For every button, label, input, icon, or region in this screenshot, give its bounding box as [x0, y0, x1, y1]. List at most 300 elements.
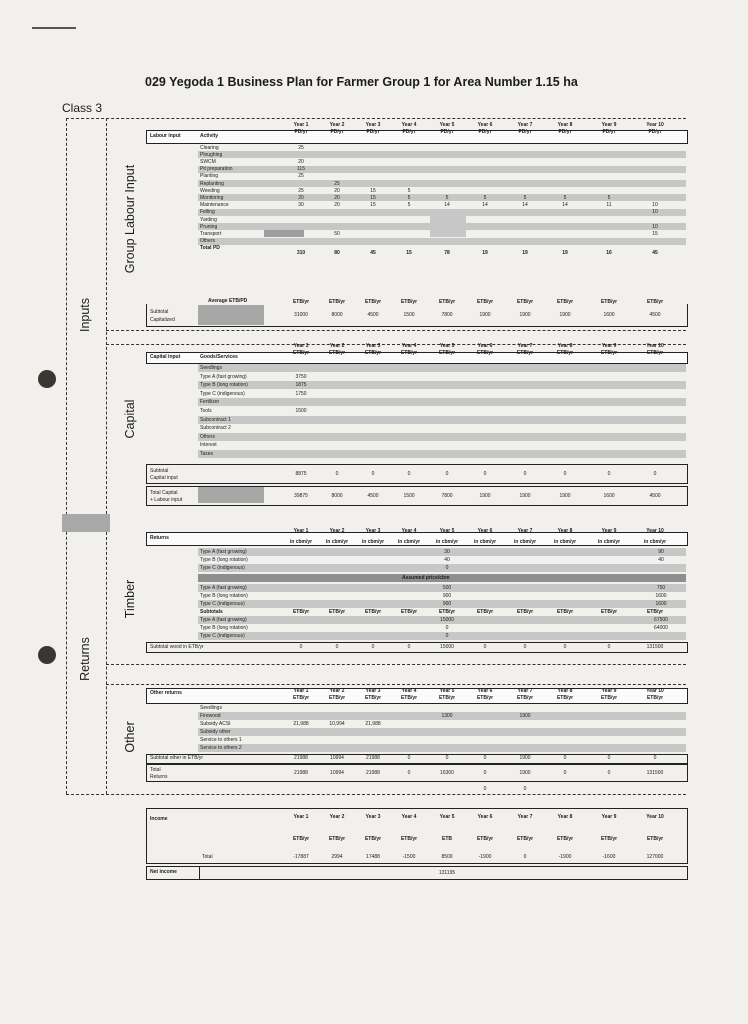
other-row-band — [198, 744, 686, 752]
other-subtotal-value: 0 — [445, 755, 449, 761]
labour-value: 80 — [334, 249, 340, 256]
labour-activity-label: Transport — [200, 230, 222, 237]
timber-price-y5: 500 — [442, 585, 452, 591]
timber-year-header: Year 3 — [365, 528, 381, 534]
income-year-header: Year 1 — [293, 814, 309, 820]
labour-value: 30 — [298, 202, 304, 209]
other-year-header: Year 9 — [601, 688, 617, 694]
capital-subtotal-value: 0 — [371, 471, 375, 477]
timber-vol-y10: 40 — [658, 557, 664, 563]
other-subtotal-value: 0 — [483, 755, 487, 761]
labour-value: 19 — [562, 249, 568, 256]
page-title: 029 Yegoda 1 Business Plan for Farmer Group 1 for Area Number 1.15 ha — [145, 75, 578, 89]
capital-item-label: Type B (long rotation) — [200, 382, 248, 389]
income-total-value: -1900 — [558, 854, 572, 860]
income-total-value: 2994 — [331, 854, 343, 860]
income-year-header: Year 5 — [439, 814, 455, 820]
labour-subtotal-label-2: Capitalized — [150, 317, 175, 323]
labour-activity-label: Clearing — [200, 144, 219, 151]
labour-row-band — [198, 151, 686, 158]
labour-etb-unit: ETB/yr — [438, 299, 456, 305]
labour-year-unit: PD/yr — [366, 129, 380, 135]
capital-row-band — [198, 398, 686, 406]
labour-year-header: Year 5 — [439, 122, 455, 128]
other-year-unit: ETB/yr — [292, 695, 310, 701]
other-item-label: Subsidy ACSI — [200, 721, 231, 727]
other-year-header: Year 1 — [293, 688, 309, 694]
capital-year-header: Year 1 — [293, 343, 309, 349]
labour-year-unit: PD/yr — [402, 129, 416, 135]
capital-year-unit: ETB/yr — [556, 350, 574, 356]
other-year-header: Year 4 — [401, 688, 417, 694]
capital-item-label: Taxes — [200, 451, 214, 457]
timber-year-unit: in cbm/yr — [435, 539, 459, 545]
timber-etb-unit: ETB/yr — [328, 609, 346, 615]
timber-label: Timber — [123, 579, 137, 619]
income-total-value: -1600 — [602, 854, 616, 860]
labour-activity-label: Replanting — [200, 180, 224, 187]
income-year-header: Year 3 — [365, 814, 381, 820]
capital-total-label-2: + Labour input — [150, 497, 183, 503]
timber-year-header: Year 4 — [401, 528, 417, 534]
other-year-unit: ETB/yr — [438, 695, 456, 701]
labour-activity-label: Yarding — [200, 216, 217, 223]
labour-value: 20 — [334, 187, 340, 194]
income-table — [146, 808, 686, 888]
other-subtotal-value: 0 — [653, 755, 657, 761]
timber-value-y5: 0 — [445, 625, 449, 631]
other-year-unit: ETB/yr — [400, 695, 418, 701]
labour-activity-label: Others — [200, 238, 216, 245]
capital-row-band — [198, 381, 686, 389]
capital-year-unit: ETB/yr — [646, 350, 664, 356]
labour-year-header: Year 2 — [329, 122, 345, 128]
capital-subtotal-value: 0 — [483, 471, 487, 477]
other-col1-header: Other returns — [150, 690, 182, 696]
labour-year-unit: PD/yr — [330, 129, 344, 135]
capital-total-value: 8000 — [331, 493, 343, 499]
labour-value: 50 — [334, 230, 340, 237]
capital-row-band — [198, 416, 686, 424]
timber-vol-y5: 0 — [445, 565, 449, 571]
labour-etb-unit: ETB/yr — [292, 299, 310, 305]
labour-row-band — [198, 238, 686, 245]
other-subtotal-value: 21988 — [294, 755, 308, 761]
labour-subtotal-value: 1900 — [559, 312, 571, 318]
capital-total-grey — [198, 487, 264, 503]
capital-subtotal-value: 0 — [335, 471, 339, 477]
timber-price-y5: 900 — [442, 601, 452, 607]
other-subtotal-value: 0 — [607, 755, 611, 761]
capital-total-value: 1500 — [403, 493, 415, 499]
labour-subtotal-value: 4500 — [367, 312, 379, 318]
timber-value-label: Type C (indigenous) — [200, 633, 245, 639]
capital-item-value: 3750 — [295, 373, 307, 380]
income-year-header: Year 10 — [646, 814, 664, 820]
timber-wood-value: 0 — [407, 643, 411, 650]
labour-activity-label: Felling — [200, 209, 215, 216]
capital-subtotal-value: 0 — [607, 471, 611, 477]
other-total-value: 16300 — [440, 770, 454, 776]
timber-price-label: Type C (indigenous) — [200, 601, 245, 607]
timber-etb-unit: ETB/yr — [516, 609, 534, 615]
other-item-value: 21,988 — [365, 721, 381, 727]
labour-value: 14 — [522, 202, 528, 209]
labour-activity-label: Weeding — [200, 187, 220, 194]
other-year-header: Year 8 — [557, 688, 573, 694]
capital-subtotal-value: 0 — [523, 471, 527, 477]
labour-year-header: Year 9 — [601, 122, 617, 128]
capital-year-unit: ETB/yr — [400, 350, 418, 356]
capital-total-value: 1900 — [559, 493, 571, 499]
other-year-header: Year 7 — [517, 688, 533, 694]
capital-year-unit: ETB/yr — [364, 350, 382, 356]
capital-item-label: Others — [200, 433, 216, 440]
timber-year-unit: in cbm/yr — [361, 539, 385, 545]
labour-value: 20 — [334, 202, 340, 209]
labour-value: 15 — [370, 202, 376, 209]
labour-subtotal-value: 4500 — [649, 312, 661, 318]
capital-total-value: 4500 — [649, 493, 661, 499]
other-year-unit: ETB/yr — [600, 695, 618, 701]
timber-vol-y5: 40 — [444, 557, 450, 563]
labour-value: 10 — [652, 202, 658, 209]
labour-value: 15 — [652, 230, 658, 237]
labour-activity-label: SWCM — [200, 158, 216, 165]
income-year-unit: ETB/yr — [600, 836, 618, 842]
labour-value: 5 — [563, 194, 567, 201]
timber-wood-value: 0 — [563, 643, 567, 650]
income-year-unit: ETB/yr — [328, 836, 346, 842]
capital-col2-header: Goods/Services — [200, 354, 238, 360]
labour-value: 5 — [483, 194, 487, 201]
labour-col1-header: Labour input — [150, 133, 181, 139]
other-item-value: 1900 — [519, 713, 531, 719]
other-item-label: Firewood — [200, 713, 221, 719]
other-item-label: Service to others 2 — [200, 745, 242, 751]
timber-table — [146, 526, 686, 662]
labour-value: 5 — [407, 187, 411, 194]
other-item-value: 10,994 — [329, 721, 345, 727]
other-total-value: 0 — [483, 770, 487, 776]
capital-total-value: 1900 — [519, 493, 531, 499]
income-total-value: 17488 — [366, 854, 380, 860]
timber-year-unit: in cbm/yr — [397, 539, 421, 545]
other-subtotal-value: 0 — [407, 755, 411, 761]
labour-year-header: Year 1 — [293, 122, 309, 128]
timber-etb-unit: ETB/yr — [556, 609, 574, 615]
labour-subtotal-value: 1900 — [479, 312, 491, 318]
labour-value: 20 — [298, 158, 304, 165]
labour-subtotal-value: 1500 — [403, 312, 415, 318]
timber-year-unit: in cbm/yr — [325, 539, 349, 545]
capital-label: Capital — [123, 399, 137, 439]
timber-col1-header: Returns — [150, 535, 169, 541]
labour-value: 16 — [606, 249, 612, 256]
timber-subtotal-label: Subtotals — [200, 609, 223, 615]
capital-subtotal-value: 0 — [653, 471, 657, 477]
timber-wood-value: 0 — [335, 643, 339, 650]
timber-etb-unit: ETB/yr — [646, 609, 664, 615]
labour-activity-label: Planting — [200, 173, 219, 180]
timber-price-label: Type B (long rotation) — [200, 593, 248, 599]
labour-etb-unit: ETB/yr — [516, 299, 534, 305]
labour-table — [146, 118, 686, 326]
income-total-value: -1500 — [402, 854, 416, 860]
timber-vol-label: Type C (indigenous) — [200, 565, 245, 571]
other-year-unit: ETB/yr — [328, 695, 346, 701]
inputs-bracket — [106, 118, 107, 514]
timber-year-header: Year 8 — [557, 528, 573, 534]
timber-year-header: Year 9 — [601, 528, 617, 534]
timber-wood-label: Subtotal wood in ETB/yr — [150, 643, 204, 650]
income-year-header: Year 8 — [557, 814, 573, 820]
timber-wood-value: 15000 — [440, 643, 454, 650]
timber-wood-value: 0 — [299, 643, 303, 650]
labour-value: 25 — [298, 187, 304, 194]
other-below-value: 0 — [523, 786, 527, 792]
labour-grey-cell — [264, 230, 304, 237]
timber-wood-value: 131500 — [646, 643, 664, 650]
other-below-value: 0 — [483, 786, 487, 792]
capital-year-unit: ETB/yr — [476, 350, 494, 356]
labour-frame-bottom — [106, 330, 686, 331]
labour-value: 19 — [522, 249, 528, 256]
capital-item-label: Subcontract 1 — [200, 416, 231, 423]
other-subtotal-value: 0 — [563, 755, 567, 761]
other-total-value: 21988 — [294, 770, 308, 776]
timber-value-label: Type B (long rotation) — [200, 625, 248, 631]
labour-etb-unit: ETB/yr — [556, 299, 574, 305]
labour-year-header: Year 6 — [477, 122, 493, 128]
other-total-value: 0 — [563, 770, 567, 776]
labour-year-header: Year 10 — [646, 122, 664, 128]
income-year-unit: ETB/yr — [556, 836, 574, 842]
capital-subtotal-label-2: Capital input — [150, 475, 178, 481]
other-year-unit: ETB/yr — [476, 695, 494, 701]
timber-year-header: Year 2 — [329, 528, 345, 534]
timber-wood-value: 0 — [523, 643, 527, 650]
timber-price-y10: 1600 — [655, 601, 667, 607]
labour-avg-label: Average ETB/PD — [208, 298, 248, 304]
other-year-unit: ETB/yr — [646, 695, 664, 701]
capital-year-header: Year 9 — [601, 343, 617, 349]
net-income-label: Net income — [150, 869, 177, 875]
timber-year-unit: in cbm/yr — [513, 539, 537, 545]
other-year-header: Year 10 — [646, 688, 664, 694]
other-total-value: 10994 — [330, 770, 344, 776]
labour-value: 14 — [482, 202, 488, 209]
capital-row-band — [198, 433, 686, 441]
labour-value: 10 — [652, 209, 658, 216]
labour-value: 5 — [445, 194, 449, 201]
timber-frame-bottom — [106, 664, 686, 665]
income-year-unit: ETB/yr — [364, 836, 382, 842]
capital-subtotal-value: 0 — [563, 471, 567, 477]
other-subtotal-value: 10994 — [330, 755, 344, 761]
timber-wood-value: 0 — [607, 643, 611, 650]
timber-year-unit: in cbm/yr — [553, 539, 577, 545]
labour-value: 5 — [407, 194, 411, 201]
timber-price-y10: 1600 — [655, 593, 667, 599]
capital-item-label: Subcontract 2 — [200, 425, 231, 432]
other-item-label: Service to others 1 — [200, 737, 242, 743]
capital-item-label: Tools — [200, 408, 212, 414]
labour-year-unit: PD/yr — [648, 129, 662, 135]
labour-subtotal-value: 1600 — [603, 312, 615, 318]
income-label: Income — [150, 816, 168, 822]
labour-value: 78 — [444, 249, 450, 256]
labour-year-unit: PD/yr — [440, 129, 454, 135]
capital-year-header: Year 5 — [439, 343, 455, 349]
timber-value-y10: 64000 — [654, 625, 668, 631]
capital-total-value: 39875 — [294, 493, 308, 499]
returns-label: Returns — [78, 637, 92, 681]
labour-value: 25 — [298, 144, 304, 151]
income-total-value: -17887 — [293, 854, 309, 860]
capital-subtotal-label: Subtotal — [150, 468, 169, 474]
labour-value: 310 — [296, 249, 306, 256]
capital-year-unit: ETB/yr — [438, 350, 456, 356]
timber-year-header: Year 10 — [646, 528, 664, 534]
labour-grey-block — [430, 209, 466, 237]
timber-vol-label: Type B (long rotation) — [200, 557, 248, 563]
other-subtotal-value: 21988 — [366, 755, 380, 761]
income-year-header: Year 7 — [517, 814, 533, 820]
labour-year-unit: PD/yr — [518, 129, 532, 135]
capital-year-header: Year 4 — [401, 343, 417, 349]
labour-etb-unit: ETB/yr — [646, 299, 664, 305]
other-item-value: 1300 — [441, 713, 453, 719]
timber-price-label: Type A (fast growing) — [200, 585, 247, 591]
class-label: Class 3 — [62, 101, 103, 115]
other-year-header: Year 3 — [365, 688, 381, 694]
capital-item-label: Type C (indigenous) — [200, 390, 245, 397]
timber-year-header: Year 6 — [477, 528, 493, 534]
labour-etb-unit: ETB/yr — [476, 299, 494, 305]
capital-subtotal-value: 8875 — [295, 471, 307, 477]
income-year-header: Year 9 — [601, 814, 617, 820]
capital-subtotal-value: 0 — [407, 471, 411, 477]
labour-activity-label: Pruning — [200, 223, 218, 230]
capital-item-value: 1500 — [295, 408, 307, 414]
income-year-header: Year 4 — [401, 814, 417, 820]
capital-item-label: Seedlings — [200, 365, 222, 371]
net-income-box — [146, 866, 688, 880]
capital-item-label: Interest — [200, 442, 217, 449]
capital-subtotal-value: 0 — [445, 471, 449, 477]
capital-total-label: Total Capital — [150, 490, 178, 496]
labour-year-unit: PD/yr — [558, 129, 572, 135]
capital-year-unit: ETB/yr — [292, 350, 310, 356]
capital-year-header: Year 2 — [329, 343, 345, 349]
timber-assumed-label: Assumed price/cbm — [402, 575, 450, 581]
labour-value: 5 — [523, 194, 527, 201]
capital-total-value: 7800 — [441, 493, 453, 499]
punch-hole-top — [38, 370, 56, 388]
other-total-value: 131500 — [646, 770, 664, 776]
income-year-header: Year 2 — [329, 814, 345, 820]
timber-vol-y5: 30 — [444, 549, 450, 555]
labour-activity-label: Ploughing — [200, 151, 223, 158]
timber-vol-y10: 90 — [658, 549, 664, 555]
timber-year-unit: in cbm/yr — [597, 539, 621, 545]
other-label: Other — [123, 721, 137, 753]
timber-etb-unit: ETB/yr — [476, 609, 494, 615]
income-total-value: 127000 — [646, 854, 664, 860]
labour-value: 15 — [370, 194, 376, 201]
income-year-unit: ETB/yr — [292, 836, 310, 842]
other-subtotal-label: Subtotal other in ETB/yr — [150, 755, 204, 761]
labour-value: 25 — [334, 180, 340, 187]
labour-value: 20 — [334, 194, 340, 201]
capital-year-unit: ETB/yr — [328, 350, 346, 356]
timber-wood-value: 0 — [371, 643, 375, 650]
labour-activity-label: Pit preparation — [200, 166, 233, 173]
capital-year-header: Year 7 — [517, 343, 533, 349]
timber-value-y5: 15000 — [440, 617, 454, 623]
outer-frame-left — [66, 118, 67, 794]
timber-price-y5: 900 — [442, 593, 452, 599]
other-item-label: Subsidy other — [200, 729, 231, 735]
timber-price-y10: 750 — [656, 585, 666, 591]
timber-value-label: Type A (fast growing) — [200, 617, 247, 623]
other-table — [146, 684, 686, 796]
labour-subtotal-label: Subtotal — [150, 309, 169, 315]
income-year-header: Year 6 — [477, 814, 493, 820]
labour-subtotal-value: 31000 — [294, 312, 308, 318]
timber-value-y5: 0 — [445, 633, 449, 639]
income-total-label: Total — [202, 854, 213, 860]
other-total-label-2: Returns — [150, 774, 168, 780]
timber-vol-label: Type A (fast growing) — [200, 549, 247, 555]
labour-activity-label: Maintenance — [200, 202, 229, 209]
capital-item-value: 1875 — [295, 382, 307, 389]
income-total-value: -1900 — [478, 854, 492, 860]
capital-item-value: 1750 — [295, 390, 307, 397]
income-year-unit: ETB/yr — [400, 836, 418, 842]
other-year-unit: ETB/yr — [364, 695, 382, 701]
timber-year-unit: in cbm/yr — [289, 539, 313, 545]
labour-year-header: Year 7 — [517, 122, 533, 128]
capital-year-header: Year 6 — [477, 343, 493, 349]
inputs-label: Inputs — [78, 297, 92, 333]
income-year-unit: ETB/yr — [646, 836, 664, 842]
capital-row-band — [198, 364, 686, 372]
capital-col1-header: Capital input — [150, 354, 181, 360]
other-subtotal-value: 1900 — [519, 755, 531, 761]
timber-etb-unit: ETB/yr — [438, 609, 456, 615]
labour-value: 15 — [406, 249, 412, 256]
capital-total-value: 4500 — [367, 493, 379, 499]
labour-etb-unit: ETB/yr — [400, 299, 418, 305]
income-year-unit: ETB — [442, 836, 452, 842]
punch-hole-bottom — [38, 646, 56, 664]
income-total-value: 0 — [523, 854, 527, 860]
timber-year-unit: in cbm/yr — [473, 539, 497, 545]
labour-subtotal-value: 8000 — [331, 312, 343, 318]
other-year-header: Year 6 — [477, 688, 493, 694]
labour-value: 45 — [370, 249, 376, 256]
capital-year-header: Year 3 — [365, 343, 381, 349]
labour-etb-unit: ETB/yr — [328, 299, 346, 305]
other-total-value: 1900 — [519, 770, 531, 776]
labour-value: 14 — [444, 202, 450, 209]
capital-total-value: 1900 — [479, 493, 491, 499]
other-total-value: 0 — [407, 770, 411, 776]
labour-value: 25 — [298, 173, 304, 180]
labour-value: 45 — [652, 249, 658, 256]
